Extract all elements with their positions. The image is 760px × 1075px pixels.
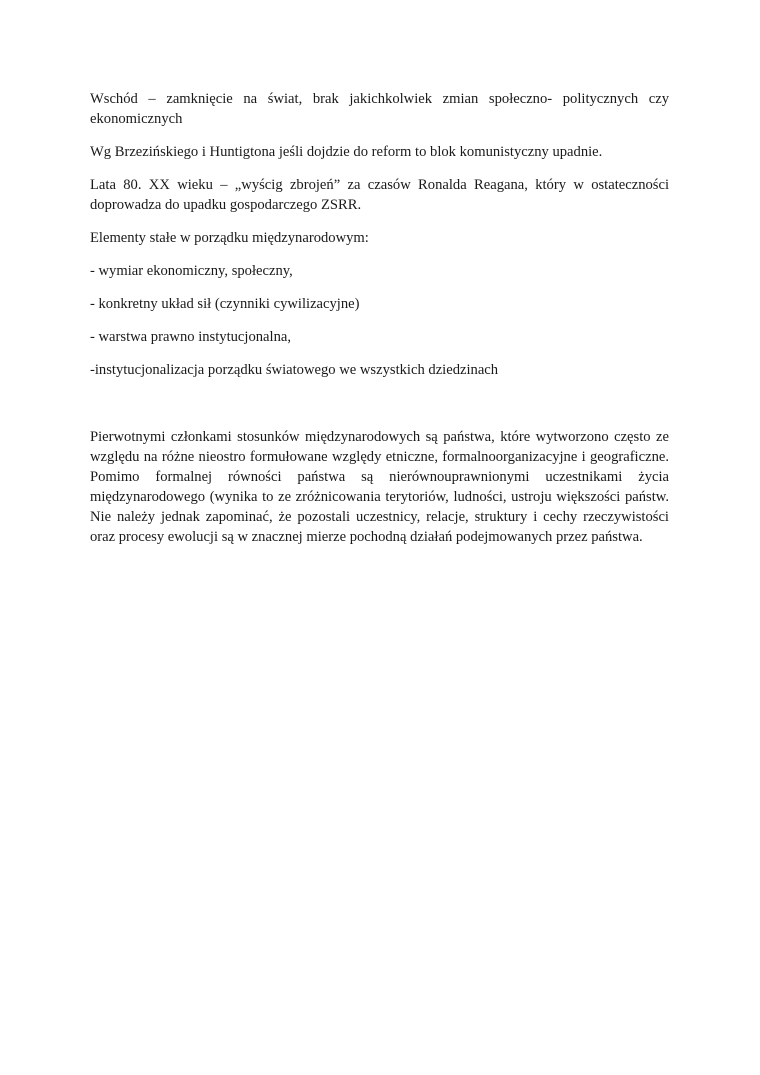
- list-item-power-balance: - konkretny układ sił (czynniki cywilizacyjne): [90, 296, 360, 312]
- paragraph-east: Wschód – zamknięcie na świat, brak jakichkolwiek zmian społeczno- politycznych czy ekonomicznych: [90, 91, 669, 127]
- document-body: [90, 89, 669, 560]
- list-item-legal-institutional: - warstwa prawno instytucjonalna,: [90, 329, 292, 345]
- paragraph-arms-race: Lata 80. XX wieku – „wyścig zbrojeń” za czasów Ronalda Reagana, który w ostateczności doprowadza do upadku gospodarczego ZSRR.: [90, 177, 669, 213]
- blank-space: [90, 393, 669, 427]
- paragraph-states-members: Pierwotnymi członkami stosunków międzynarodowych są państwa, które wytworzono często ze względu na różne nieostro formułowane względy etniczne, formalnoorganizacyjne i geograficzne. Pomimo formalnej równości państwa są nierównouprawnionymi uczestnikami życia międzynarodowego (wynika to ze zróżnicowania terytoriów, ludności, ustroju większości państw. Nie należy jednak zapominać, że pozostali uczestnicy, relacje, struktury i cechy rzeczywistości oraz procesy ewolucji są w znacznej mierze pochodną działań podejmowanych przez państwa.: [90, 429, 669, 545]
- list-item-institutionalization: -instytucjonalizacja porządku światowego we wszystkich dziedzinach: [90, 362, 499, 378]
- list-item-economic: - wymiar ekonomiczny, społeczny,: [90, 263, 293, 279]
- paragraph-brzezinski-huntington: Wg Brzezińskiego i Huntigtona jeśli dojdzie do reform to blok komunistyczny upadnie.: [90, 144, 603, 160]
- paragraph-constant-elements-heading: Elementy stałe w porządku międzynarodowym:: [90, 230, 369, 246]
